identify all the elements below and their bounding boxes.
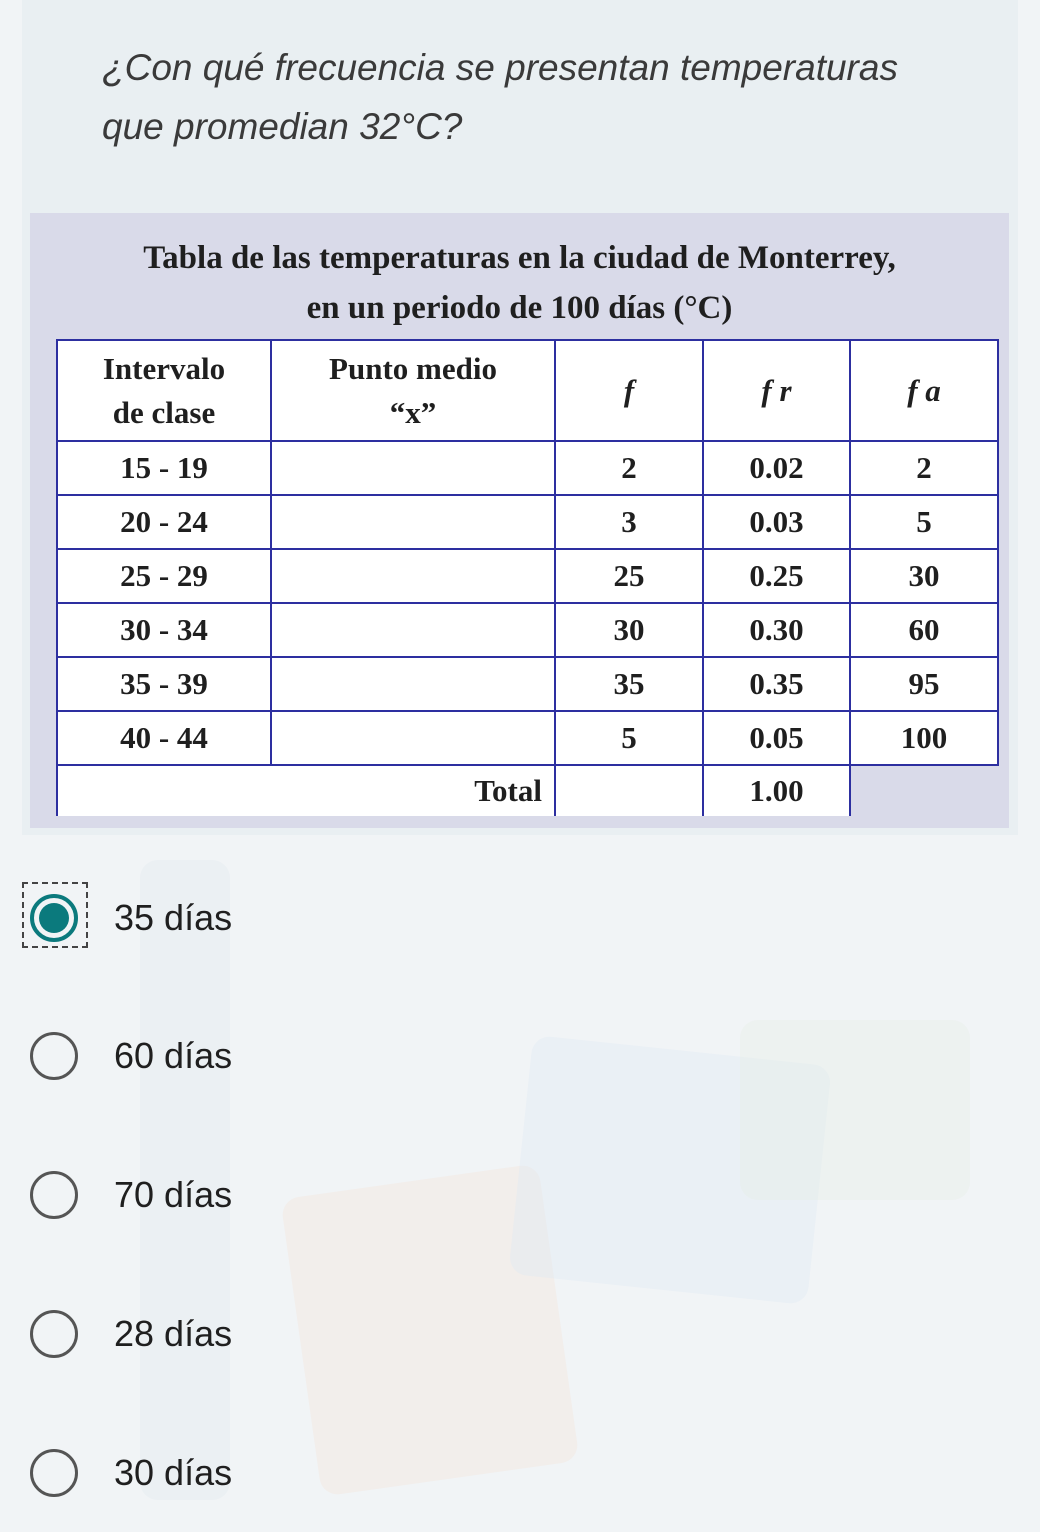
header-interval [57,340,271,441]
cell-fr: 0.05 [703,711,850,765]
table-figure [30,213,1009,828]
frequency-table [56,339,999,816]
table-row [57,603,998,657]
table-row [57,495,998,549]
option-28-dias[interactable] [22,1302,622,1372]
total-fr: 1.00 [703,765,850,816]
table-title-line-1: Tabla de las temperaturas en la ciudad de Monterrey, [143,240,896,276]
cell-midpoint [271,441,555,495]
cell-f: 5 [555,711,703,765]
cell-fa: 95 [850,657,998,711]
radio-button[interactable] [30,1032,78,1080]
cell-midpoint [271,711,555,765]
cell-fa: 100 [850,711,998,765]
option-60-dias[interactable] [22,1024,622,1094]
table-row [57,711,998,765]
option-30-dias[interactable] [22,1441,622,1511]
question-text [102,38,982,156]
total-label: Total [57,765,555,816]
table-header-row [57,340,998,441]
cell-interval: 15 - 19 [57,441,271,495]
cell-fa: 60 [850,603,998,657]
cell-interval: 25 - 29 [57,549,271,603]
header-f: f [555,340,703,441]
header-midpoint [271,340,555,441]
cell-fr: 0.35 [703,657,850,711]
cell-interval: 35 - 39 [57,657,271,711]
cell-midpoint [271,495,555,549]
option-35-dias[interactable] [22,886,622,956]
header-midpoint-line-1: Punto medio [329,350,497,386]
header-interval-line-2: de clase [112,394,216,430]
cell-f: 35 [555,657,703,711]
header-fr: f r [703,340,850,441]
radio-button[interactable] [30,1310,78,1358]
cell-interval: 40 - 44 [57,711,271,765]
option-label: 70 días [114,1174,233,1215]
question-line-2: que promedian 32°C? [102,106,463,147]
cell-fr: 0.03 [703,495,850,549]
table-title [30,233,1009,333]
option-70-dias[interactable] [22,1163,622,1233]
header-midpoint-line-2: “x” [389,394,437,430]
total-f [555,765,703,816]
option-label: 60 días [114,1035,233,1076]
cell-midpoint [271,549,555,603]
cell-f: 3 [555,495,703,549]
cell-f: 25 [555,549,703,603]
radio-button[interactable] [30,1449,78,1497]
cell-fa: 5 [850,495,998,549]
cell-fa: 30 [850,549,998,603]
cell-interval: 30 - 34 [57,603,271,657]
question-line-1: ¿Con qué frecuencia se presentan temperaturas [102,47,898,88]
total-fa-empty [850,765,998,816]
radio-button[interactable] [30,894,78,942]
header-interval-line-1: Intervalo [102,350,226,386]
background-decoration [740,1020,970,1200]
cell-fr: 0.02 [703,441,850,495]
table-title-line-2: en un periodo de 100 días (°C) [306,290,733,326]
cell-f: 30 [555,603,703,657]
header-fa: f a [850,340,998,441]
table-row [57,441,998,495]
cell-interval: 20 - 24 [57,495,271,549]
cell-fa: 2 [850,441,998,495]
table-total-row [57,765,998,816]
radio-button[interactable] [30,1171,78,1219]
cell-fr: 0.30 [703,603,850,657]
cell-midpoint [271,657,555,711]
option-label: 30 días [114,1452,233,1493]
option-label: 35 días [114,897,233,938]
table-body [57,441,998,765]
cell-f: 2 [555,441,703,495]
table-row [57,549,998,603]
cell-fr: 0.25 [703,549,850,603]
cell-midpoint [271,603,555,657]
table-row [57,657,998,711]
option-label: 28 días [114,1313,233,1354]
